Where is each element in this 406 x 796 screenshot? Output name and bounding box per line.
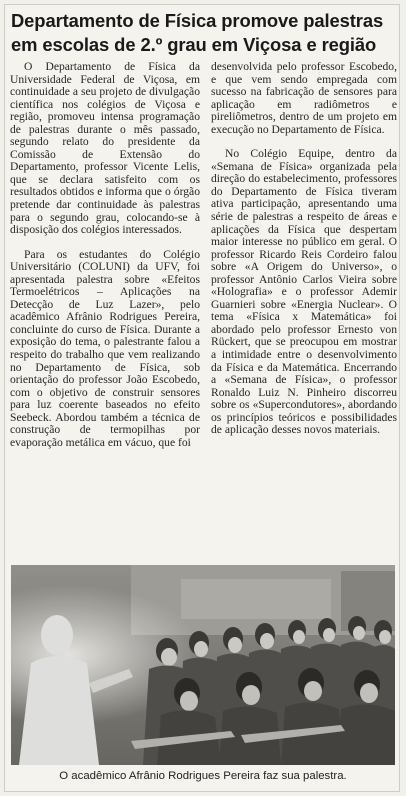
newspaper-clipping	[4, 4, 400, 792]
article-headline: Departamento de Física promove palestras em escolas de 2.º grau em Viçosa e região	[11, 10, 384, 55]
article-column-right	[211, 61, 397, 437]
classroom-audience-image	[11, 565, 395, 765]
lecture-photo	[11, 565, 395, 765]
paragraph: O Departamento de Física da Universidade Federal de Viçosa, em continuidade a seu projeto de divulgação científica nos colégios de Viçosa e região, promoveu intensa programação de palestras durante o mês passado, segundo relato do presidente da Comissão de Extensão do Departamento, professor Vicente Lelis, que se declara satisfeito com os resultados obtidos e informa que o órgão pretende dar continuidade às palestras para o segundo grau, colocando-se à disposição dos colégios interessados.	[10, 60, 200, 237]
paragraph: desenvolvida pelo professor Escobedo, e que vem sendo empregada com sucesso na fabricação de sensores para aplicação em radiômetros e pireliômetros, dentro de um projeto em execução no Departamento de Física.	[211, 60, 397, 136]
article-column-left	[10, 61, 200, 449]
paragraph: Para os estudantes do Colégio Universitário (COLUNI) da UFV, foi apresentada palestra sobre «Efeitos Termoelétricos – Aplicações na Detecção de Luz Lazer», pelo acadêmico Afrânio Rodrigues Pereira, concluinte do curso de Física. Durante a exposição do tema, o palestrante falou a respeito do trabalho que vem realizando no Departamento de Física, sob orientação do professor João Escobedo, com o objetivo de construir sensores para luz coerente baseados no efeito Seebeck. Abordou também a técnica de construção de termopilhas por evaporação metálica em vácuo, que foi	[10, 247, 200, 449]
photo-caption: O acadêmico Afrânio Rodrigues Pereira faz sua palestra.	[59, 770, 347, 782]
paragraph: No Colégio Equipe, dentro da «Semana de Física» organizada pela direção do estabelecimento, professores do Departamento de Física tiveram ativa participação, apresentando uma série de palestras a respeito de áreas e aplicações da Física que despertam maior interesse no público em geral. O professor Ricardo Reis Cordeiro falou sobre «A Origem do Universo», o professor Antônio Carlos Vieira sobre «Holografia» e o professor Ademir Guarnieri sobre «Energia Nuclear». O tema «Física x Matemática» foi abordado pelo professor Ernesto von Rückert, que se preocupou em mostrar a intimidade entre o desenvolvimento da Física e da Matemática. Encerrando a «Semana de Física», o professor Ronaldo Luiz N. Pinheiro discorreu sobre os «Supercondutores», abordando os princípios teóricos e possibilidades de aplicação desses novos materiais.	[211, 147, 397, 437]
